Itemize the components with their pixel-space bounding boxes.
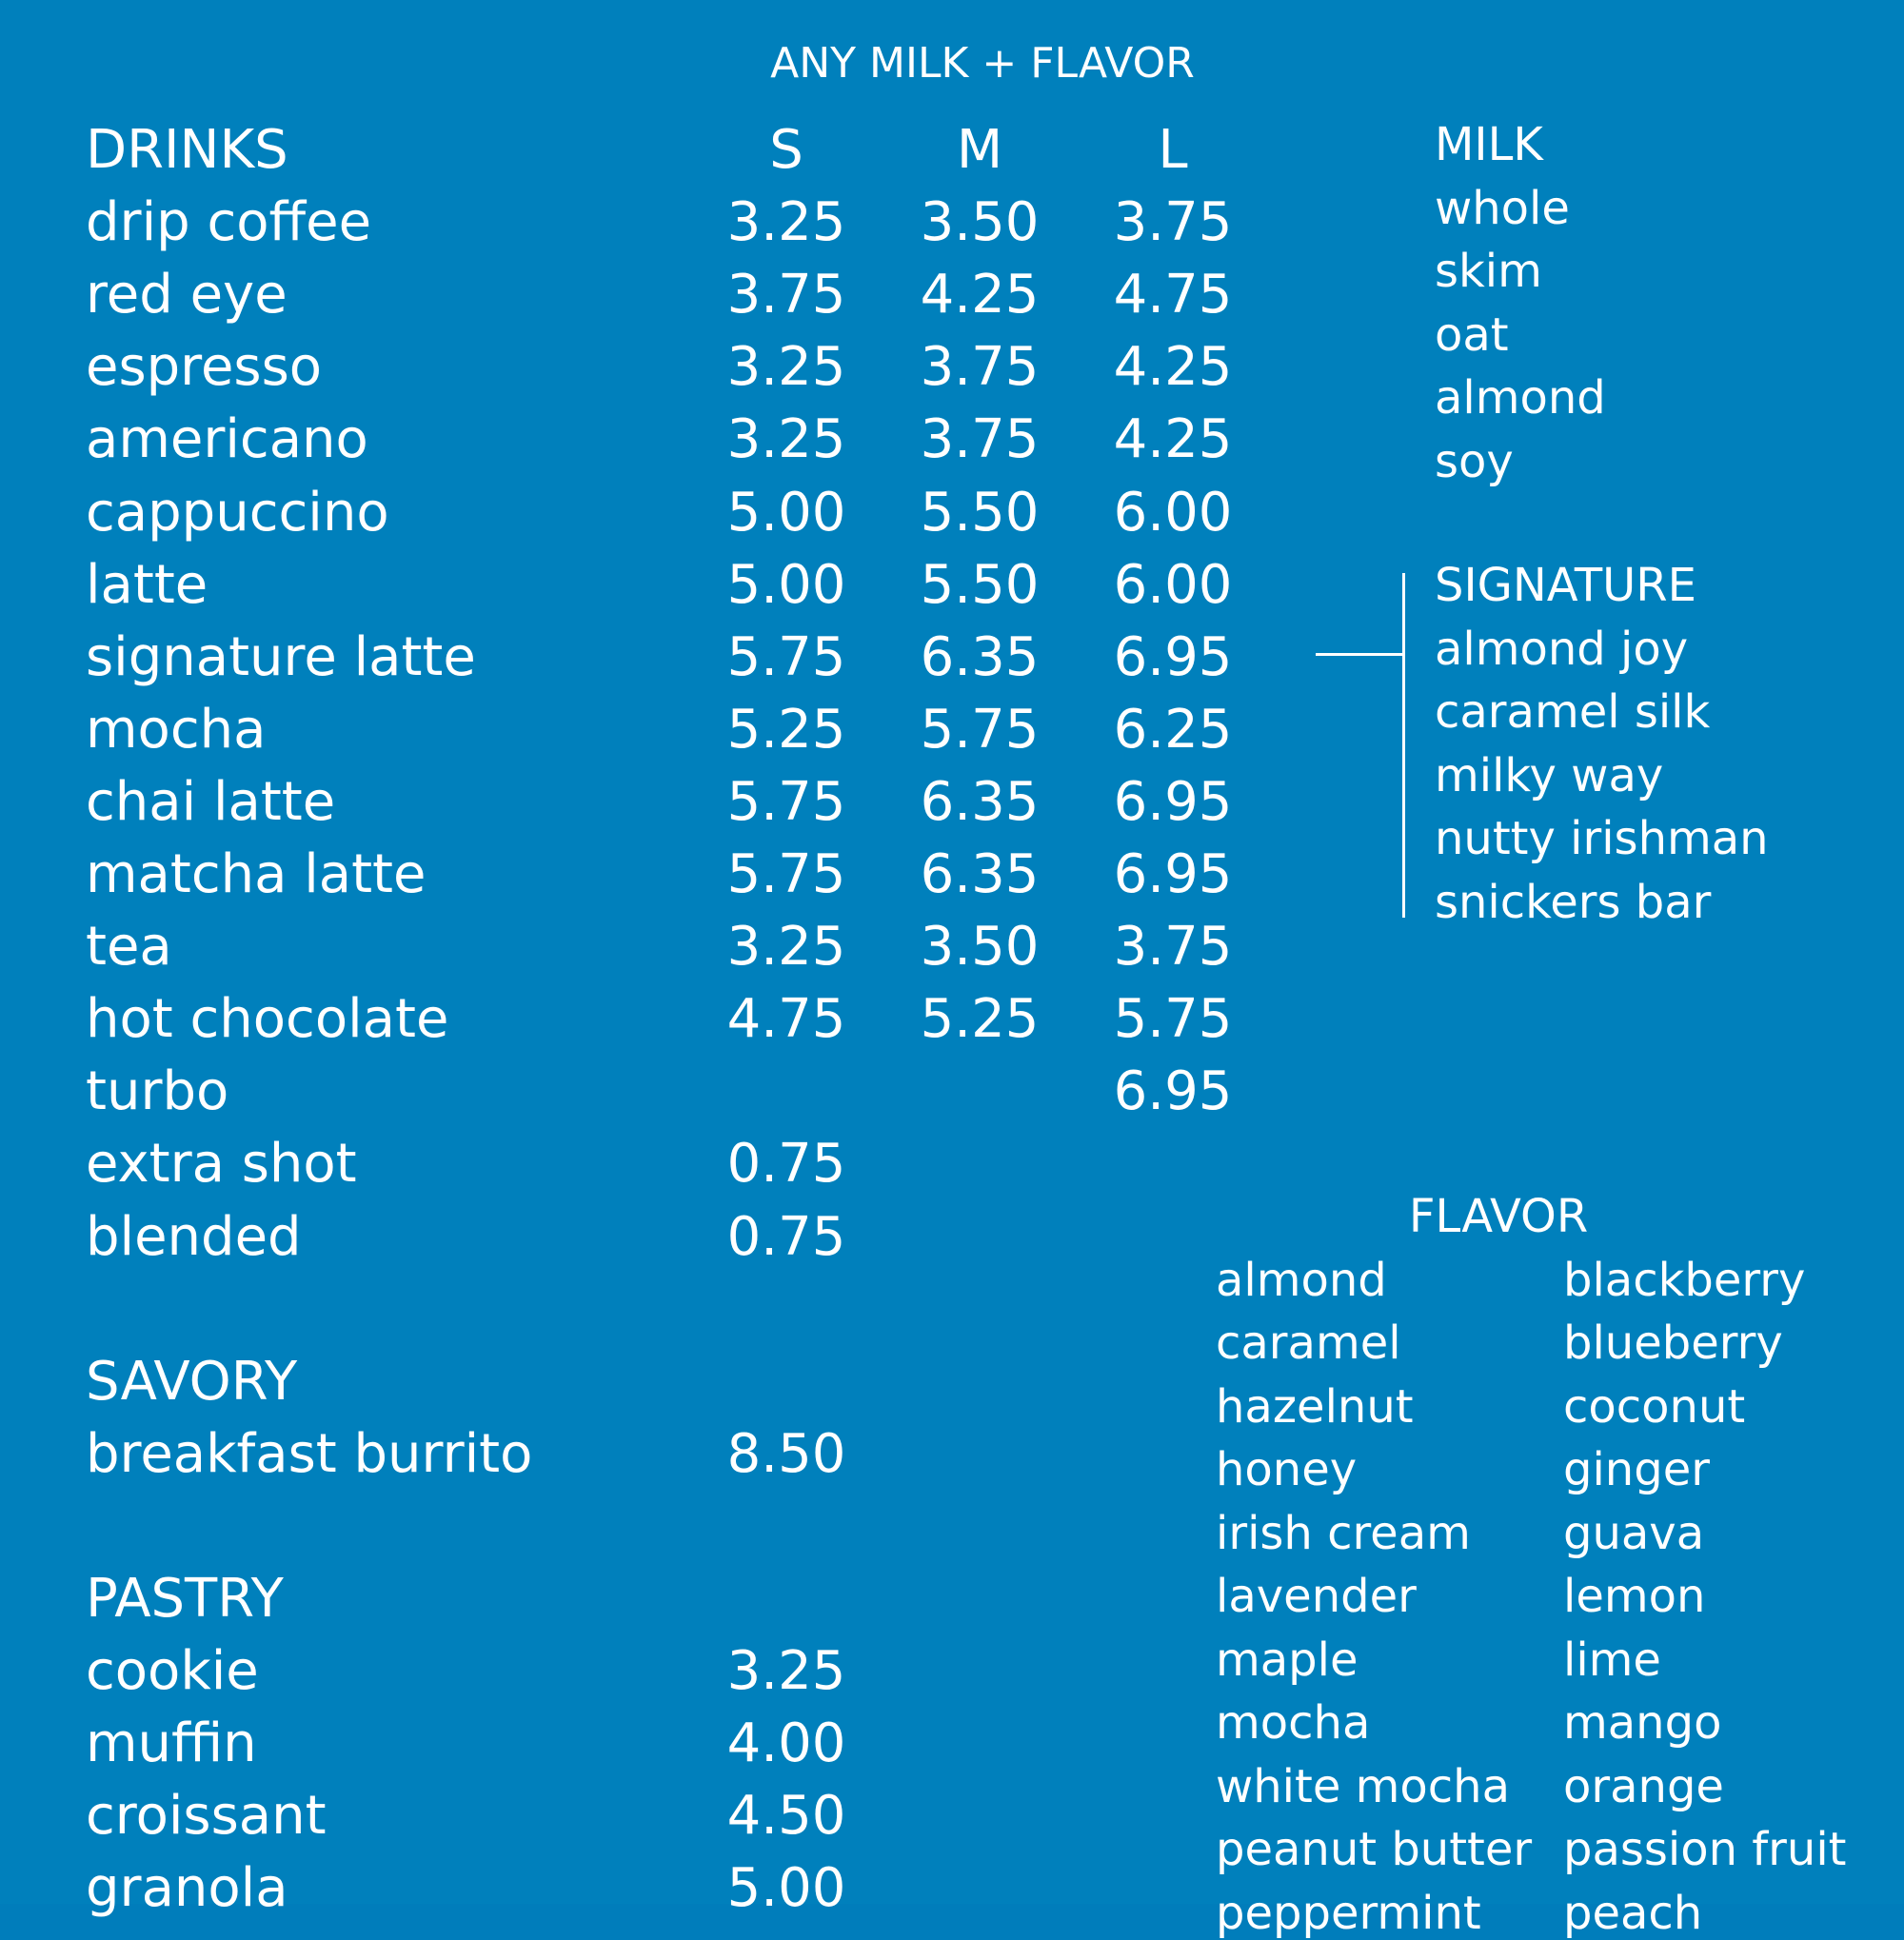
- drink-price-m: 4.25: [920, 264, 1040, 327]
- size-header-m: M: [956, 119, 1003, 181]
- signature-option: nutty irishman: [1435, 812, 1769, 865]
- milk-option: skim: [1435, 245, 1542, 298]
- flavor-option: passion fruit: [1563, 1823, 1847, 1876]
- flavor-option: honey: [1216, 1443, 1358, 1496]
- drink-name: latte: [86, 553, 208, 616]
- milk-heading: MILK: [1435, 118, 1543, 171]
- signature-bracket-connector: [1316, 653, 1404, 656]
- pastry-heading: PASTRY: [86, 1568, 284, 1630]
- pastry-item-name: cookie: [86, 1640, 259, 1703]
- drink-name: americano: [86, 408, 368, 471]
- flavor-option: hazelnut: [1216, 1379, 1414, 1434]
- signature-heading: SIGNATURE: [1435, 559, 1696, 612]
- milk-option: oat: [1435, 307, 1509, 362]
- drink-price-l: 3.75: [1113, 916, 1233, 979]
- drink-price-m: 5.50: [920, 481, 1040, 544]
- drink-name: red eye: [86, 264, 288, 327]
- drink-name: extra shot: [86, 1133, 357, 1196]
- pastry-item-price: 3.25: [726, 1640, 846, 1703]
- flavor-option: caramel: [1216, 1316, 1401, 1370]
- drinks-heading: DRINKS: [86, 119, 288, 181]
- drink-price-s: 4.75: [726, 988, 846, 1051]
- signature-option: snickers bar: [1435, 875, 1712, 929]
- drink-price-m: 6.35: [920, 625, 1040, 688]
- drink-price-l: 5.75: [1113, 988, 1233, 1051]
- drink-price-l: 6.25: [1113, 698, 1233, 761]
- drink-price-l: 3.75: [1113, 191, 1233, 254]
- drink-price-l: 6.95: [1113, 1060, 1233, 1123]
- flavor-option: peanut butter: [1216, 1823, 1533, 1876]
- flavor-option: blueberry: [1563, 1316, 1783, 1370]
- drink-price-s: 5.75: [726, 625, 846, 688]
- pastry-item-name: granola: [86, 1857, 288, 1920]
- flavor-option: mocha: [1216, 1696, 1371, 1750]
- drink-price-s: 3.25: [726, 191, 846, 254]
- drink-name: blended: [86, 1205, 302, 1268]
- drink-name: chai latte: [86, 770, 336, 833]
- flavor-heading: FLAVOR: [1408, 1190, 1589, 1243]
- milk-flavor-header: ANY MILK + FLAVOR: [770, 39, 1195, 88]
- drink-price-m: 3.50: [920, 191, 1040, 254]
- drink-price-s: 5.25: [726, 698, 846, 761]
- flavor-option: lime: [1563, 1633, 1661, 1687]
- drink-price-m: 3.75: [920, 408, 1040, 471]
- savory-item-price: 8.50: [726, 1423, 846, 1486]
- flavor-option: coconut: [1563, 1379, 1746, 1434]
- drink-name: espresso: [86, 336, 323, 399]
- flavor-option: guava: [1563, 1506, 1705, 1560]
- size-header-l: L: [1158, 119, 1188, 181]
- drink-price-l: 4.75: [1113, 264, 1233, 327]
- drink-name: drip coffee: [86, 191, 372, 254]
- pastry-item-price: 4.50: [726, 1785, 846, 1848]
- flavor-option: lavender: [1216, 1570, 1417, 1623]
- drink-price-m: 5.50: [920, 553, 1040, 616]
- drink-name: cappuccino: [86, 481, 389, 544]
- drink-price-m: 5.25: [920, 988, 1040, 1051]
- flavor-option: almond: [1216, 1253, 1387, 1307]
- drink-price-m: 6.35: [920, 843, 1040, 905]
- drink-price-l: 6.00: [1113, 553, 1233, 616]
- flavor-option: peach: [1563, 1886, 1703, 1940]
- flavor-option: peppermint: [1216, 1886, 1481, 1940]
- flavor-option: irish cream: [1216, 1506, 1471, 1560]
- size-header-s: S: [769, 119, 803, 181]
- drink-price-s: 3.25: [726, 336, 846, 399]
- drink-price-s: 0.75: [726, 1205, 846, 1268]
- drink-price-l: 4.25: [1113, 336, 1233, 399]
- drink-name: signature latte: [86, 625, 476, 688]
- flavor-option: maple: [1216, 1633, 1359, 1687]
- drink-name: turbo: [86, 1060, 229, 1123]
- drink-price-s: 3.25: [726, 916, 846, 979]
- drink-price-m: 3.75: [920, 336, 1040, 399]
- savory-heading: SAVORY: [86, 1351, 298, 1413]
- drink-price-s: 3.25: [726, 408, 846, 471]
- signature-option: caramel silk: [1435, 685, 1711, 739]
- signature-option: almond joy: [1435, 622, 1689, 676]
- signature-option: milky way: [1435, 748, 1664, 802]
- pastry-item-name: croissant: [86, 1785, 327, 1848]
- drink-price-m: 3.50: [920, 916, 1040, 979]
- drink-price-s: 3.75: [726, 264, 846, 327]
- pastry-item-name: muffin: [86, 1712, 257, 1775]
- milk-option: almond: [1435, 371, 1606, 425]
- savory-item-name: breakfast burrito: [86, 1423, 533, 1486]
- drink-price-l: 4.25: [1113, 408, 1233, 471]
- drink-price-s: 5.75: [726, 770, 846, 833]
- flavor-option: blackberry: [1563, 1253, 1806, 1307]
- flavor-option: white mocha: [1216, 1759, 1510, 1813]
- drink-price-s: 5.75: [726, 843, 846, 905]
- drink-price-m: 5.75: [920, 698, 1040, 761]
- milk-option: soy: [1435, 434, 1514, 488]
- pastry-item-price: 4.00: [726, 1712, 846, 1775]
- flavor-option: mango: [1563, 1696, 1722, 1750]
- drink-price-s: 0.75: [726, 1133, 846, 1196]
- pastry-item-price: 5.00: [726, 1857, 846, 1920]
- drink-price-l: 6.95: [1113, 770, 1233, 833]
- drink-price-s: 5.00: [726, 553, 846, 616]
- drink-price-m: 6.35: [920, 770, 1040, 833]
- drink-name: mocha: [86, 698, 267, 761]
- drink-name: matcha latte: [86, 843, 426, 905]
- milk-option: whole: [1435, 181, 1570, 235]
- signature-bracket-vertical: [1402, 573, 1405, 918]
- drink-price-l: 6.95: [1113, 625, 1233, 688]
- flavor-option: lemon: [1563, 1570, 1706, 1623]
- drink-name: tea: [86, 916, 172, 979]
- flavor-option: orange: [1563, 1759, 1724, 1813]
- flavor-option: ginger: [1563, 1443, 1710, 1496]
- drink-price-l: 6.00: [1113, 481, 1233, 544]
- drink-price-l: 6.95: [1113, 843, 1233, 905]
- drink-price-s: 5.00: [726, 481, 846, 544]
- drink-name: hot chocolate: [86, 988, 449, 1051]
